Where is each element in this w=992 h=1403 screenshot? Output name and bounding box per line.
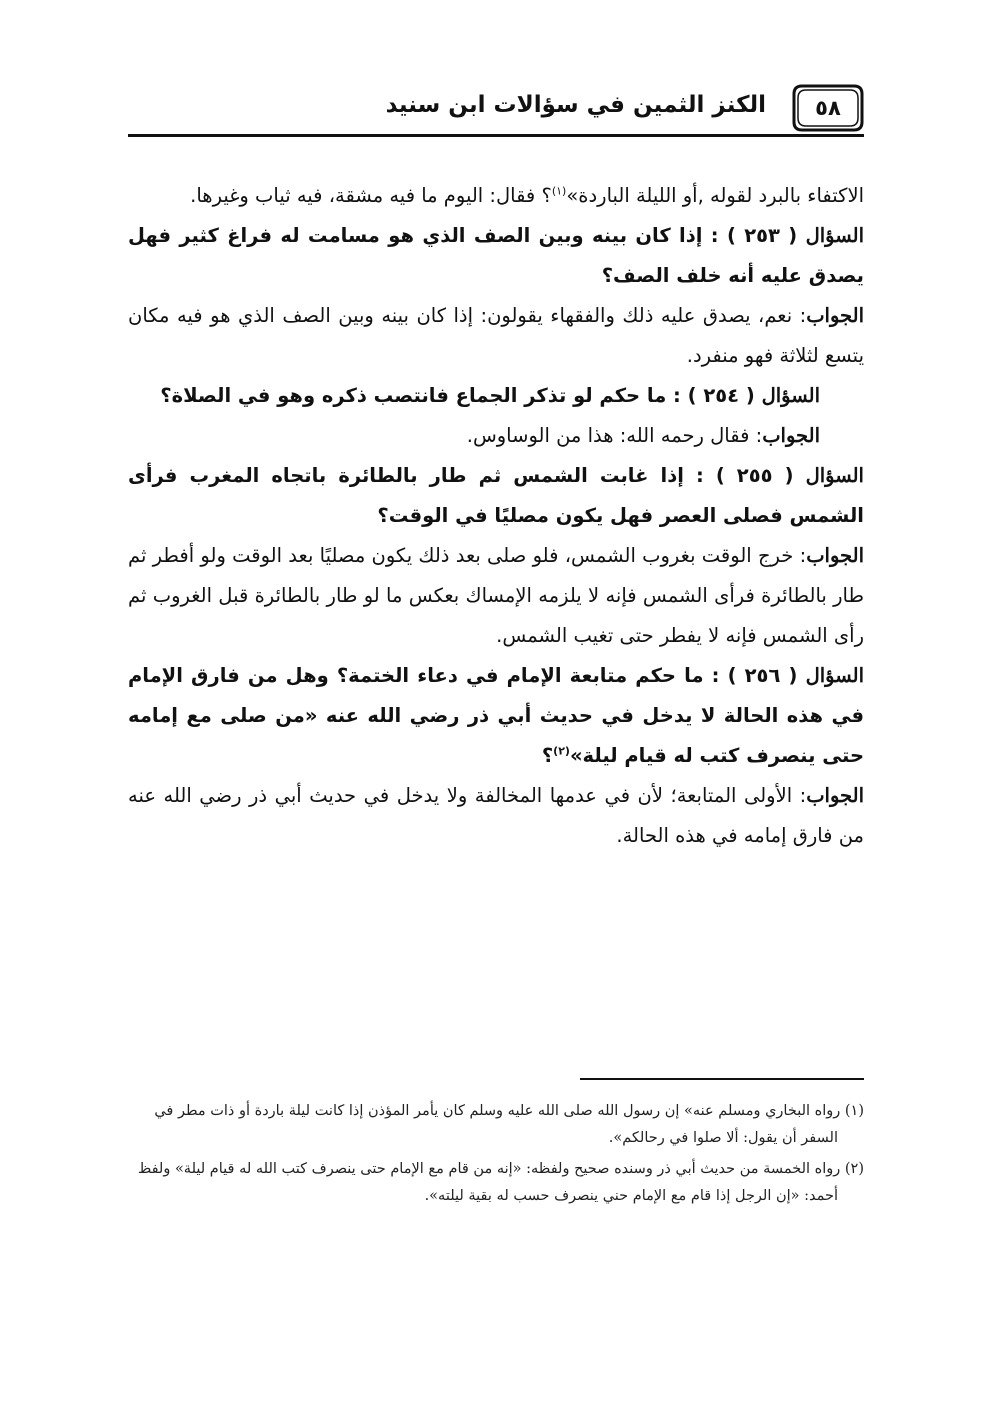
book-title: الكنز الثمين في سؤالات ابن سنيد [385, 92, 766, 118]
answer-254 [128, 416, 864, 456]
answer-label: الجواب [806, 304, 864, 327]
question-label: السؤال [805, 664, 864, 687]
footnote-ref: (٢) [553, 744, 570, 758]
question-text: ( ٢٥٦ ) : ما حكم متابعة الإمام في دعاء الختمة؟ وهل من فارق الإمام في هذه الحالة لا يدخل في حديث أبي ذر رضي الله عنه «من صلى مع إمامه حتى ينصرف كتب له قيام ليلة» [128, 664, 864, 767]
question-255 [128, 456, 864, 536]
question-253 [128, 216, 864, 296]
paragraph-text: ؟ فقال: اليوم ما فيه مشقة، فيه ثياب وغيرها. [190, 184, 552, 207]
page-header [128, 78, 864, 136]
question-text: ( ٢٥٥ ) : إذا غابت الشمس ثم طار بالطائرة باتجاه المغرب فرأى الشمس فصلى العصر فهل يكون مصليًا في الوقت؟ [128, 464, 864, 527]
answer-label: الجواب [762, 424, 820, 447]
question-text: ( ٢٥٤ ) : ما حكم لو تذكر الجماع فانتصب ذكره وهو في الصلاة؟ [160, 384, 762, 407]
answer-label: الجواب [806, 544, 864, 567]
answer-text: : الأولى المتابعة؛ لأن في عدمها المخالفة ولا يدخل في حديث أبي ذر رضي الله عنه من فارق إمامه في هذه الحالة. [128, 784, 864, 847]
question-text: ( ٢٥٣ ) : إذا كان بينه وبين الصف الذي هو مسامت له فراغ كثير فهل يصدق عليه أنه خلف الصف؟ [128, 224, 864, 287]
footnote-ref: (١) [551, 184, 567, 198]
question-text-end: ؟ [541, 744, 554, 767]
footnotes [128, 1098, 864, 1214]
answer-text: : نعم، يصدق عليه ذلك والفقهاء يقولون: إذا كان بينه وبين الصف الذي هو فيه مكان يتسع لثلاثة فهو منفرد. [128, 304, 864, 367]
footnote-rule [580, 1078, 864, 1080]
page-number-badge [792, 82, 864, 134]
answer-255 [128, 536, 864, 656]
header-rule [128, 134, 864, 137]
answer-256 [128, 776, 864, 856]
answer-253 [128, 296, 864, 376]
footnote-2: (٢) رواه الخمسة من حديث أبي ذر وسنده صحيح ولفظه: «إنه من قام مع الإمام حتى ينصرف كتب الله له قيام ليلة» ولفظ أحمد: «إن الرجل إذا قام مع الإمام حني ينصرف حسب له بقية ليلته». [137, 1161, 864, 1204]
question-label: السؤال [805, 224, 864, 247]
paragraph-continuation [128, 176, 864, 216]
question-label: السؤال [805, 464, 864, 487]
question-254 [128, 376, 864, 416]
answer-text: : فقال رحمه الله: هذا من الوساوس. [466, 424, 763, 447]
page-number: ٥٨ [815, 96, 841, 120]
paragraph-text: الاكتفاء بالبرد لقوله ,أو الليلة الباردة» [566, 184, 864, 207]
answer-label: الجواب [806, 784, 864, 807]
main-text [128, 176, 864, 856]
answer-text: : خرج الوقت بغروب الشمس، فلو صلى بعد ذلك يكون مصليًا بعد الوقت ولو أفطر ثم طار بالطائرة فرأى الشمس فإنه لا يلزمه الإمساك بعكس ما لو طار بالطائرة قبل الغروب ثم رأى الشمس فإنه لا يفطر حتى تغيب الشمس. [128, 544, 864, 647]
question-label: السؤال [761, 384, 820, 407]
footnote-1: (١) رواه البخاري ومسلم عنه» إن رسول الله صلى الله عليه وسلم كان يأمر المؤذن إذا كانت ليلة باردة أو ذات مطر في السفر أن يقول: ألا صلوا في رحالكم». [154, 1103, 864, 1146]
question-256 [128, 656, 864, 776]
